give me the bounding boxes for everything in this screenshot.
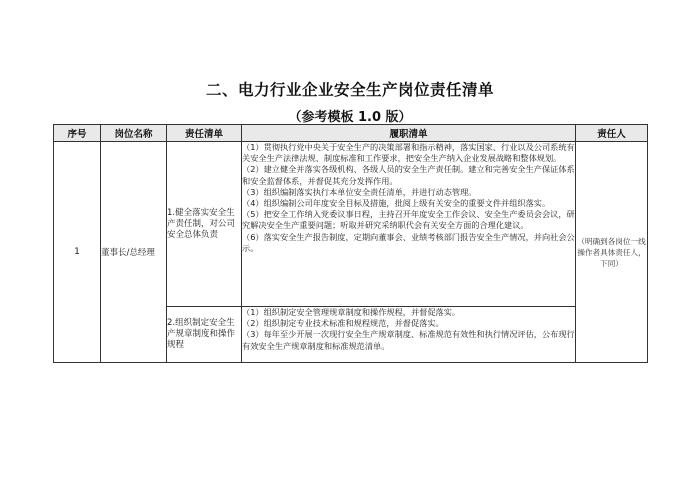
duty-item: （1）组织制定安全管理规章制度和操作规程，并督促落实。	[242, 307, 461, 317]
duty-list-1	[242, 142, 576, 307]
document-subtitle: （参考模板 1.0 版）	[288, 110, 412, 125]
header-no: 序号	[54, 125, 101, 142]
table-row	[54, 142, 648, 307]
responsibility-table	[53, 124, 648, 363]
responsibility-item-2: 2.组织制定安全生产规章制度和操作规程	[167, 307, 242, 363]
table-header-row	[54, 125, 648, 142]
header-owner: 责任人	[576, 125, 648, 142]
duty-item: （2）组织制定专业技术标准和规程规范，并督促落实。	[242, 318, 444, 329]
duty-item: （3）每年至少开展一次现行安全生产规章制度、标准规范有效性和执行情况评估，公布现行有效安全生产规章制度和标准规范清单。	[242, 329, 575, 351]
owner-note: （明确到各岗位一线操作者具体责任人，下同）	[576, 142, 648, 363]
row-number: 1	[54, 142, 101, 363]
header-duties: 履职清单	[242, 125, 576, 142]
responsibility-item-1: 1.健全落实安全生产责任制，对公司安全总体负责	[167, 142, 242, 307]
duty-item: （3）组织编制落实执行本单位安全责任清单，并进行动态管理。	[242, 186, 477, 197]
duty-item: （4）组织编制公司年度安全目标及措施，批阅上级有关安全的重要文件并组织落实。	[242, 198, 551, 209]
duty-item: （1）贯彻执行党中央关于安全生产的决策部署和指示精神，落实国家、行业以及公司系统有关安全生产法律法规、制度标准和工作要求，把安全生产纳入企业发展战略和整体规划。	[242, 142, 575, 164]
document-title: 二、电力行业企业安全生产岗位责任清单	[205, 81, 494, 99]
duty-item: （5）把安全工作纳入党委议事日程，主持召开年度安全工作会议、安全生产委员会会议，研究解决安全生产重要问题；听取并研究采纳职代会有关安全方面的合理化建议。	[242, 209, 575, 231]
header-responsibility: 责任清单	[167, 125, 242, 142]
position-name: 董事长/总经理	[101, 142, 167, 363]
duty-item: （6）落实安全生产报告制度，定期向董事会、业绩考核部门报告安全生产情况，并向社会公示。	[242, 231, 575, 253]
header-position: 岗位名称	[101, 125, 167, 142]
duty-item: （2）建立健全并落实各级机构、各级人员的安全生产责任制。建立和完善安全生产保证体系和安全监督体系，并督促其充分发挥作用。	[242, 164, 575, 186]
duty-list-2	[242, 307, 576, 363]
